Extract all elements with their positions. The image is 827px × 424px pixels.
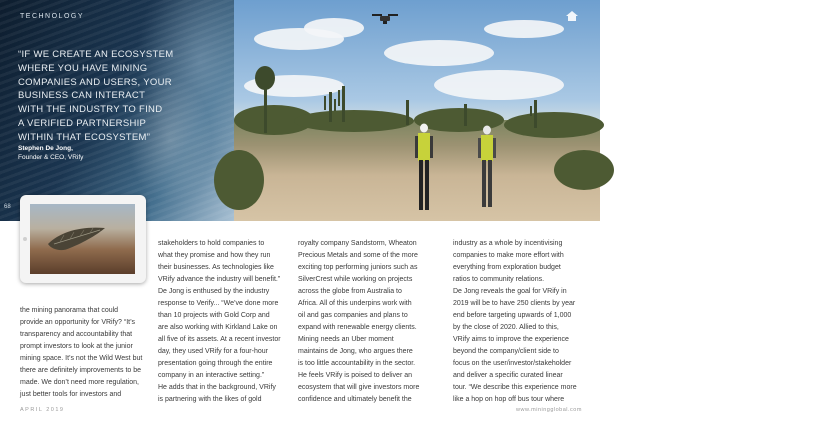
author-title: Founder & CEO, VRify — [18, 154, 84, 161]
text-column-4 — [453, 238, 577, 406]
text-line: provide an opportunity for VRify? “It’s — [20, 319, 136, 326]
crystal-photo — [0, 0, 234, 221]
scene-figures — [234, 0, 600, 221]
text-line: focus on the user/investor/stakeholder — [453, 360, 572, 367]
text-line: expand with renewable energy clients. — [298, 324, 417, 331]
quote-author — [18, 144, 83, 162]
quote-line: BUSINESS CAN INTERACT — [18, 90, 146, 102]
text-line: all five of its assets. At a recent investor — [158, 336, 281, 343]
text-column-2 — [158, 238, 281, 406]
text-line: prompt investors to look at the junior — [20, 343, 133, 350]
text-column-1 — [20, 305, 143, 401]
text-line: ecosystem that will give investors more — [298, 384, 420, 391]
pull-quote — [18, 48, 188, 145]
quote-line: “IF WE CREATE AN ECOSYSTEM — [18, 49, 174, 60]
quote-line: COMPANIES AND USERS, YOUR — [18, 76, 172, 88]
text-line: De Jong reveals the goal for VRify in — [453, 288, 567, 295]
text-line: stakeholders to hold companies to — [158, 240, 265, 247]
tablet-camera — [23, 237, 27, 241]
quote-line: WHERE YOU HAVE MINING — [18, 62, 148, 74]
text-line: De Jong is enthused by the industry — [158, 288, 270, 295]
text-line: ratios to community relations. — [453, 276, 545, 283]
website-link[interactable]: www.miningglobal.com — [516, 407, 582, 413]
text-line: mining space. It’s not the Wild West but — [20, 355, 143, 362]
author-name: Stephen De Jong, — [18, 145, 73, 152]
crystal-icon — [30, 204, 135, 274]
text-line: Mining needs an Uber moment — [298, 336, 394, 343]
text-line: just better tools for investors and — [20, 391, 122, 398]
text-line: maintains de Jong, who argues there — [298, 348, 413, 355]
text-line: He feels VRify is poised to deliver an — [298, 372, 412, 379]
text-line: beyond the company/client side to — [453, 348, 559, 355]
text-line: oil and gas companies and plans to — [298, 312, 408, 319]
text-line: their businesses. As technologies like — [158, 264, 274, 271]
text-line: made. We don’t need more regulation, — [20, 379, 139, 386]
text-line: is too little accountability in the sector. — [298, 360, 416, 367]
section-label: TECHNOLOGY — [20, 13, 85, 20]
text-line: tour. “We describe this experience more — [453, 384, 577, 391]
text-line: everything from exploration budget — [453, 264, 561, 271]
text-line: exciting top performing juniors such as — [298, 264, 418, 271]
quote-line: A VERIFIED PARTNERSHIP — [18, 117, 147, 129]
issue-date: APRIL 2019 — [20, 407, 65, 413]
quote-line: WITH THE INDUSTRY TO FIND — [18, 104, 163, 116]
text-line: confidence and ultimately benefit the — [298, 396, 412, 403]
text-line: and deliver a specific curated linear — [453, 372, 563, 379]
text-line: what they promise and how they run — [158, 252, 271, 259]
text-line: company in an interactive setting.” — [158, 372, 265, 379]
text-column-3 — [298, 238, 418, 406]
text-line: industry as a whole by incentivising — [453, 240, 563, 247]
page-number-right: 69 — [820, 204, 827, 210]
quote-line: WITHIN THAT ECOSYSTEM” — [18, 131, 151, 143]
text-line: there are definitely improvements to be — [20, 367, 142, 374]
text-line: 2019 will be to have 250 clients by year — [453, 300, 576, 307]
page-number-left: 68 — [4, 204, 11, 210]
tablet-device — [20, 195, 146, 283]
text-line: end before targeting upwards of 1,000 — [453, 312, 572, 319]
text-line: He adds that in the background, VRify — [158, 384, 276, 391]
text-line: response to Verify... “We’ve done more — [158, 300, 279, 307]
text-line: across the globe from Australia to — [298, 288, 402, 295]
text-line: Precious Metals and some of the more — [298, 252, 418, 259]
text-line: royalty company Sandstorm, Wheaton — [298, 240, 417, 247]
text-line: presentation going through the entire — [158, 360, 273, 367]
text-line: day, they used VRify for a four-hour — [158, 348, 268, 355]
text-line: than 10 projects with Gold Corp and — [158, 312, 270, 319]
text-line: Africa. All of this underpins work with — [298, 300, 412, 307]
text-line: companies to make more effort with — [453, 252, 564, 259]
text-line: the mining panorama that could — [20, 307, 119, 314]
text-line: is partnering with the likes of gold — [158, 396, 262, 403]
text-line: like a hop on hop off bus tour where — [453, 396, 565, 403]
text-line: are also working with Kirkland Lake on — [158, 324, 278, 331]
text-line: transparency and accountability that — [20, 331, 133, 338]
text-line: SilverCrest while working on projects — [298, 276, 413, 283]
tablet-screen — [30, 204, 135, 274]
text-line: by the close of 2020. Allied to this, — [453, 324, 559, 331]
text-line: VRify advance the industry will benefit.” — [158, 276, 281, 283]
text-line: VRify aims to improve the experience — [453, 336, 569, 343]
